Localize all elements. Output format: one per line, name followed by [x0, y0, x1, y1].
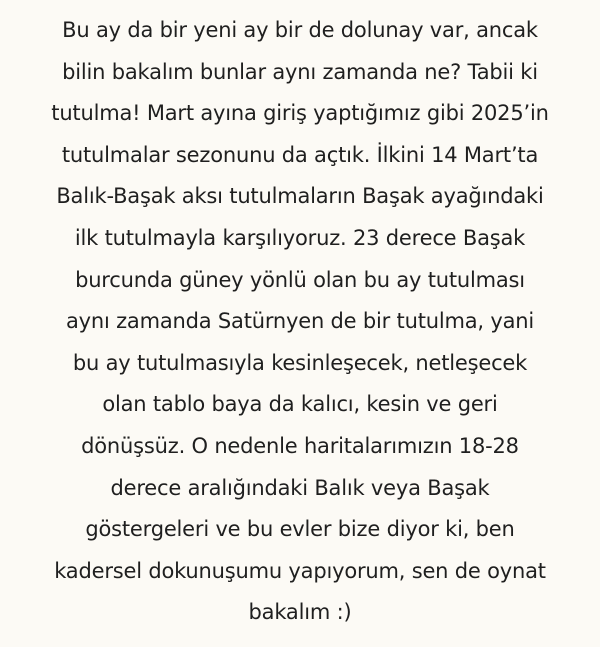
text-line-6: ilk tutulmayla karşılıyoruz. 23 derece Başak [74, 225, 526, 250]
text-line-15: bakalım :) [248, 600, 352, 625]
text-line-7: burcunda güney yönlü olan bu ay tutulması [75, 267, 525, 292]
text-line-1: Bu ay da bir yeni ay bir de dolunay var, ancak [62, 18, 538, 42]
text-line-12: derece aralığındaki Balık veya Başak [110, 475, 490, 500]
text-line-9: bu ay tutulmasıyla kesinleşecek, netleşecek [72, 350, 528, 375]
post-body-text [0, 10, 600, 634]
text-line-14: kadersel dokunuşumu yapıyorum, sen de oynat [54, 558, 546, 583]
text-line-13: göstergeleri ve bu evler bize diyor ki, ben [85, 517, 515, 542]
text-line-2: bilin bakalım bunlar aynı zamanda ne? Tabii ki [62, 59, 538, 84]
text-line-3: tutulma! Mart ayına giriş yaptığımız gibi 2025’in [51, 101, 549, 126]
text-line-10: olan tablo baya da kalıcı, kesin ve geri [102, 392, 498, 417]
text-line-11: dönüşsüz. O nedenle haritalarımızın 18-28 [81, 433, 519, 458]
text-line-5: Balık-Başak aksı tutulmaların Başak ayağındaki [56, 184, 544, 209]
text-line-8: aynı zamanda Satürnyen de bir tutulma, yani [65, 309, 534, 334]
text-line-4: tutulmalar sezonunu da açtık. İlkini 14 Mart’ta [61, 142, 539, 167]
